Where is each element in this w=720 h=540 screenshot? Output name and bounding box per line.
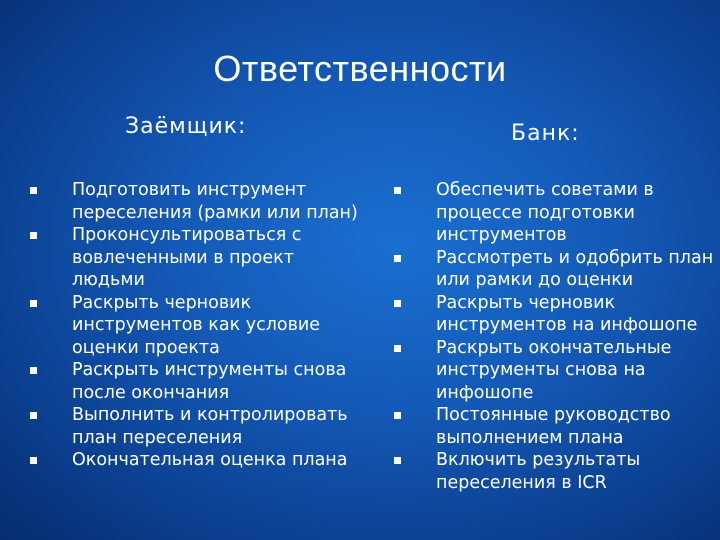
square-bullet-icon (30, 232, 37, 239)
slide-title: Ответственности (213, 48, 507, 89)
list-item-text: Раскрыть черновик инструментов на инфошопе (436, 292, 698, 335)
square-bullet-icon (394, 412, 401, 419)
list-item-text: Раскрыть черновик инструментов как условие оценки проекта (72, 292, 321, 358)
square-bullet-icon (30, 300, 37, 307)
list-item (394, 337, 720, 405)
list-item-text: Постоянные руководство выполнением плана (436, 405, 671, 448)
list-item (30, 404, 360, 449)
list-item (394, 179, 720, 247)
list-item-text: Раскрыть окончательные инструменты снова на инфошопе (436, 337, 672, 403)
list-item-text: Раскрыть инструменты снова после окончания (72, 360, 347, 403)
square-bullet-icon (394, 457, 401, 464)
list-item-text: Рассмотреть и одобрить план или рамки до оценки (436, 247, 714, 290)
list-item (30, 224, 360, 292)
list-item-text: Включить результаты переселения в ICR (436, 450, 641, 493)
list-item (394, 247, 720, 292)
list-item-text: Обеспечить советами в процессе подготовки инструментов (436, 180, 654, 245)
borrower-heading: Заёмщик: (125, 114, 247, 139)
borrower-list (30, 179, 360, 472)
bank-list (394, 179, 720, 494)
list-item (30, 449, 360, 472)
list-item (394, 449, 720, 494)
bank-heading: Банк: (511, 121, 580, 146)
list-item-text: Подготовить инструмент переселения (рамки или план) (72, 180, 358, 223)
square-bullet-icon (30, 187, 37, 194)
list-item (394, 404, 720, 449)
square-bullet-icon (30, 457, 37, 464)
list-item (394, 292, 720, 337)
list-item-text: Окончательная оценка плана (72, 450, 348, 470)
list-item-text: Выполнить и контролировать план переселения (72, 405, 348, 448)
square-bullet-icon (30, 367, 37, 374)
square-bullet-icon (394, 255, 401, 262)
list-item-text: Проконсультироваться с вовлеченными в проект людьми (72, 225, 302, 290)
square-bullet-icon (30, 412, 37, 419)
square-bullet-icon (394, 345, 401, 352)
list-item (30, 179, 360, 224)
list-item (30, 292, 360, 360)
square-bullet-icon (394, 187, 401, 194)
list-item (30, 359, 360, 404)
square-bullet-icon (394, 300, 401, 307)
